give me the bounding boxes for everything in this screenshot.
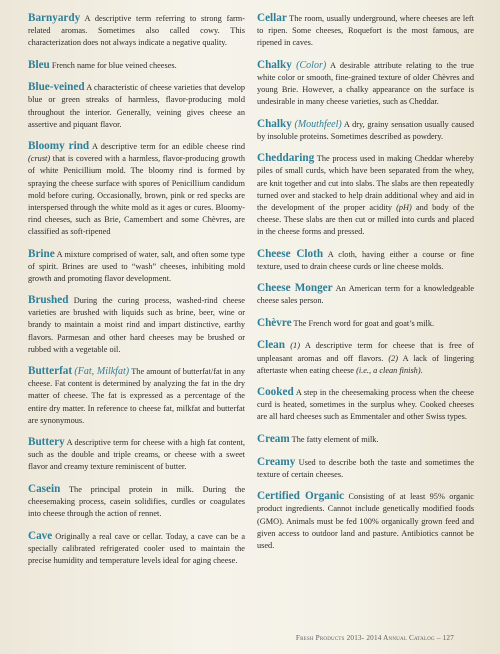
glossary-entry-bloomy-rind — [28, 140, 245, 238]
definition: Consisting of at least 95% organic product ingredients. Cannot include genetically modified foods (GMO). Animals must be fed 100% organically grown feed and given access to outdoor land and pasture. Antibiotics cannot be used. — [257, 492, 474, 550]
definition: A descriptive term for cheese that is free of unpleasant aromas and off flavors. — [257, 341, 474, 363]
definition: A mixture comprised of water, salt, and often some type of spirit. Brines are used to “wash” cheeses, inhibiting mold growth and promoting flavor development. — [28, 249, 245, 283]
term: Brushed — [28, 294, 69, 307]
definition: The room, usually underground, where cheeses are left to ripen. Some cheeses, Roquefort is the most famous, are ripened in caves. — [257, 14, 474, 48]
glossary-entry-brine — [28, 248, 245, 285]
term: Certified Organic — [257, 490, 345, 503]
term: Creamy — [257, 455, 296, 468]
term: Cheddaring — [257, 152, 315, 165]
definition: A descriptive term for an edible cheese rind — [91, 142, 245, 152]
term: Bloomy rind — [28, 140, 90, 153]
definition: An American term for a knowledgeable cheese sales person. — [257, 284, 475, 306]
term: Buttery — [28, 436, 65, 449]
glossary-entry-cheese-cloth — [257, 248, 474, 273]
definition-italic: (pH) — [396, 202, 412, 212]
definition: and body of the cheese. These slabs are then cut or milled into curds and placed in the cheese forms and pressed. — [257, 202, 475, 236]
definition: A descriptive term referring to strong farm-related aromas. Sometimes also called cowy. This characterization does not always indicate a negative quality. — [28, 14, 245, 48]
term: Cheese Cloth — [257, 247, 324, 260]
glossary-entry-casein — [28, 483, 245, 520]
term: Cooked — [257, 386, 294, 399]
definition: The fatty element of milk. — [291, 435, 379, 445]
term: Chalky — [257, 117, 292, 130]
definition-italic: (crust) — [28, 154, 51, 164]
term: Barnyardy — [28, 12, 81, 24]
term: Casein — [28, 483, 61, 495]
definition: that is covered with a harmless, flavor-producing growth of white Penicillium mold. The bloomy rind is formed by spraying the cheese surface with spores of Penicillium candidum mold before curing. Occasionally, brown, pink or red specks are interspersed through the white mold as it ages or cures. Bloomy-rind cheeses, such as Brie, Camembert and some Chèvres, are classified as soft-ripened — [28, 154, 245, 236]
glossary-entry-buttery — [28, 436, 245, 473]
definition: During the curing process, washed-rind cheese varieties are brushed with liquids such as brine, beer, wine or brandy to maintain a moist rind and impart distinctive, earthy flavors. Parmesan and other hard cheeses may be brushed or rubbed with a vegetable oil. — [28, 296, 245, 354]
glossary-entry-chalky-color — [257, 59, 474, 108]
term: Brine — [28, 247, 55, 260]
glossary-entry-barnyardy — [28, 12, 245, 49]
definition: The principal protein in milk. During the cheesemaking process, casein solidifies, curdles or coagulates into cheese through the action of rennet. — [28, 485, 245, 519]
definition: A descriptive term for cheese with a high fat content, such as the double and triple creams, or cheese with a sweet flavor and creamy texture reminiscent of butter. — [28, 438, 245, 472]
term: Butterfat — [28, 365, 73, 378]
glossary-entry-cave — [28, 530, 245, 567]
glossary-entry-cheddaring — [257, 152, 474, 238]
definition-italic: (i.e., a clean finish) — [356, 365, 421, 375]
glossary-entry-chevre — [257, 317, 474, 330]
glossary-entry-cooked — [257, 386, 474, 423]
glossary-column-right — [257, 12, 474, 561]
glossary-entry-chalky-mouthfeel — [257, 118, 474, 143]
glossary-column-left — [28, 12, 245, 577]
term: Cave — [28, 529, 53, 542]
term: Blue-veined — [28, 81, 85, 94]
definition: French name for blue veined cheeses. — [51, 60, 177, 70]
definition: The process used in making Cheddar whereby piles of small curds, which have been separated from the whey, are knit together and cut into slabs. The slabs are then repeatedly turned over and stacked to help drain additional whey and aid in the development of the proper acidity — [257, 154, 474, 212]
definition-italic: (1) — [290, 341, 300, 351]
definition-italic: (2) — [388, 353, 399, 363]
glossary-entry-butterfat — [28, 365, 245, 426]
term: Cheese Monger — [257, 282, 333, 295]
term: Clean — [257, 339, 285, 352]
definition: A cloth, having either a course or fine texture, used to drain cheese curds or line cheese molds. — [257, 249, 474, 271]
definition: A lack of lingering aftertaste when eating cheese — [257, 353, 474, 375]
term-qualifier: (Mouthfeel) — [294, 118, 342, 130]
definition: A dry, grainy sensation usually caused by insoluble proteins. Sometimes described as powdery. — [257, 119, 474, 141]
term-qualifier: (Color) — [296, 59, 327, 71]
definition: A characteristic of cheese varieties that develop blue or green streaks of harmless, flavor-producing mold throughout the interior. Generally, veining gives cheese an assertive and piquant flavor. — [28, 83, 245, 129]
term: Cream — [257, 433, 290, 446]
term: Bleu — [28, 58, 50, 71]
glossary-entry-cheese-monger — [257, 282, 474, 307]
definition: Used to describe both the taste and sometimes the texture of certain cheeses. — [257, 457, 475, 479]
definition: The French word for goat and goat’s milk. — [293, 318, 435, 328]
definition: The amount of butterfat/fat in any cheese. Fat content is determined by analyzing the fat in the dry matter of cheese. The fat is expressed as a percentage of the entire dry matter. In reference to cheese fat, milkfat and butterfat are synonymous. — [28, 367, 245, 425]
glossary-entry-blue-veined — [28, 81, 245, 130]
glossary-entry-brushed — [28, 294, 245, 355]
page-footer: Fresh Products 2013- 2014 Annual Catalog – 127 — [295, 634, 454, 642]
term: Cellar — [257, 12, 287, 24]
glossary-entry-bleu — [28, 59, 245, 72]
definition: A step in the cheesemaking process when the cheese curd is heated, sometimes in the surplus whey. Cooked cheeses are all hard cheeses such as Emmentaler and other Swiss types. — [257, 388, 474, 422]
glossary-entry-clean — [257, 339, 474, 376]
term-qualifier: (Fat, Milkfat) — [74, 366, 130, 378]
definition: A desirable attribute relating to the true white color or smooth, fine-grained texture of older Chèvres and young Brie. However, a chalky appearance on the surface is undesirable in many cheese varieties, such as Cheddar. — [257, 60, 474, 107]
definition: Originally a real cave or cellar. Today, a cave can be a specially calibrated refrigerated cooler used to maintain the precise humidity and temperature levels ideal for aging cheese. — [28, 531, 245, 565]
glossary-entry-cream — [257, 433, 474, 446]
term: Chalky — [257, 58, 292, 71]
definition: . — [420, 365, 423, 375]
glossary-entry-cellar — [257, 12, 474, 49]
glossary-entry-certified-organic — [257, 490, 474, 551]
glossary-entry-creamy — [257, 456, 474, 481]
term: Chèvre — [257, 316, 292, 329]
